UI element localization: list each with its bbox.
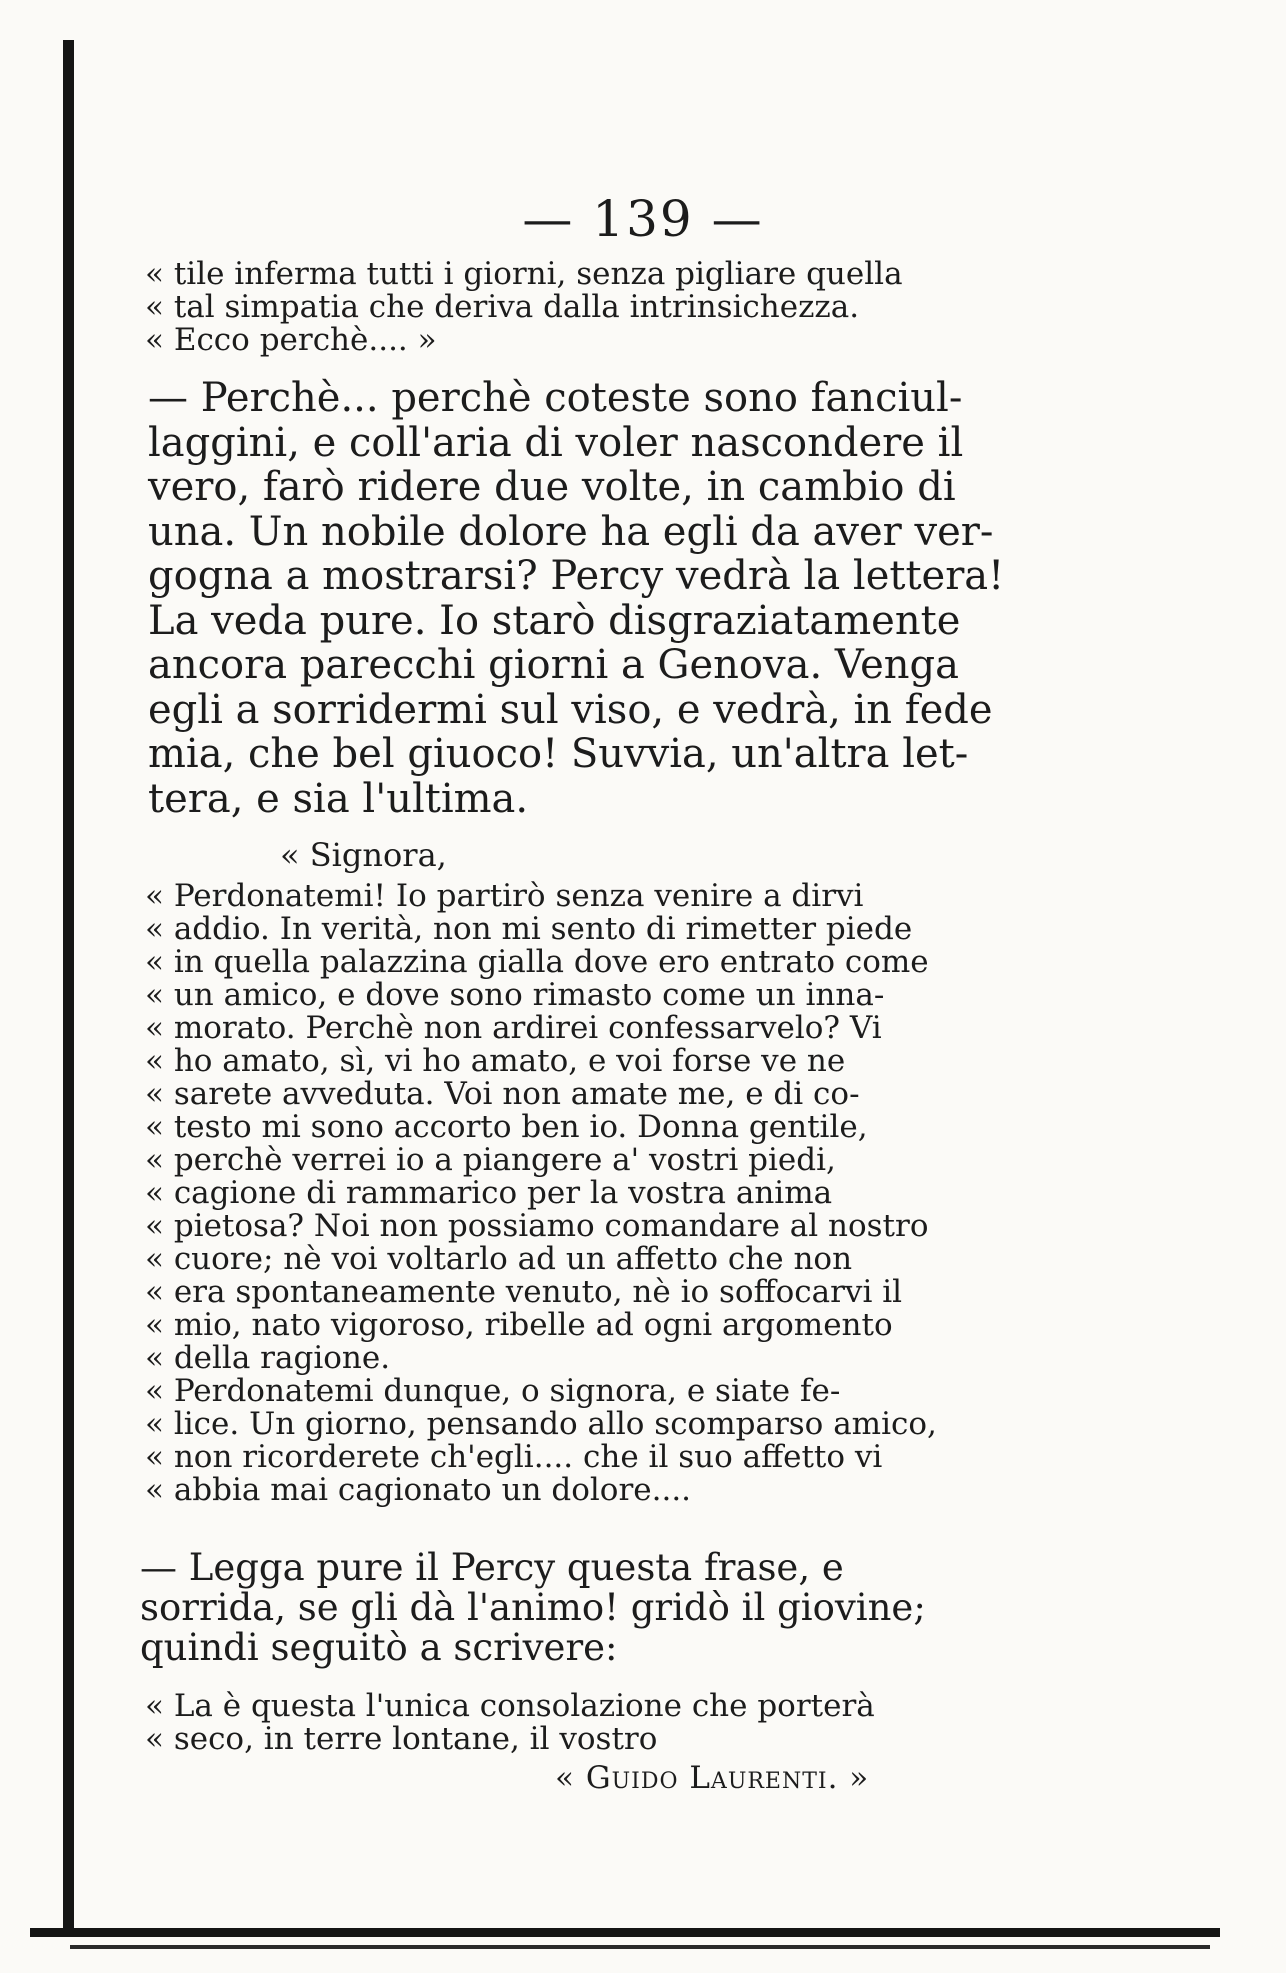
scan-noise: [150, 48, 870, 68]
text-line: « tile inferma tutti i giorni, senza pigliare quella: [145, 256, 903, 292]
text-line: « tal simpatia che deriva dalla intrinsichezza.: [145, 289, 860, 325]
text-line: vero, farò ridere due volte, in cambio di: [148, 464, 956, 510]
letter-signature: « Guido Laurenti. »: [555, 1760, 870, 1796]
quote-intro: [145, 258, 1025, 357]
letter-line: « morato. Perchè non ardirei confessarvelo? Vi: [145, 1010, 882, 1046]
letter-line: « della ragione.: [145, 1340, 391, 1376]
letter-line: « testo mi sono accorto ben io. Donna gentile,: [145, 1109, 868, 1145]
letter-line: « ho amato, sì, vi ho amato, e voi forse ve ne: [145, 1043, 846, 1079]
text-line: egli a sorridermi sul viso, e vedrà, in fede: [148, 686, 993, 733]
letter-line: « Perdonatemi! Io partirò senza venire a dirvi: [145, 878, 864, 914]
text-line: ancora parecchi giorni a Genova. Venga: [148, 642, 959, 688]
text-line: — Perchè... perchè coteste sono fanciul-: [148, 375, 963, 421]
text-line: tera, e sia l'ultima.: [148, 775, 529, 822]
letter-line: « cuore; nè voi voltarlo ad un affetto che non: [145, 1241, 853, 1277]
page-bottom-border: [30, 1928, 1220, 1937]
letter-salutation: « Signora,: [280, 836, 447, 874]
letter-line: « La è questa l'unica consolazione che porterà: [145, 1688, 875, 1724]
text-line: « Ecco perchè.... »: [145, 322, 437, 358]
text-line: La veda pure. Io starò disgraziatamente: [148, 597, 961, 644]
text-line: laggini, e coll'aria di voler nascondere il: [148, 419, 964, 466]
page-left-border: [63, 40, 74, 1930]
letter-line: « era spontaneamente venuto, nè io soffocarvi il: [145, 1274, 903, 1310]
text-line: sorrida, se gli dà l'animo! gridò il giovine;: [140, 1586, 926, 1629]
letter-line: « sarete avveduta. Voi non amate me, e di co-: [145, 1076, 860, 1112]
letter-line: « un amico, e dove sono rimasto come un inna-: [145, 977, 885, 1013]
letter-body: [145, 880, 1025, 1507]
page-bottom-border-thin: [70, 1945, 1210, 1949]
letter-line: « abbia mai cagionato un dolore....: [145, 1472, 692, 1508]
text-line: gogna a mostrarsi? Percy vedrà la lettera!: [148, 553, 1005, 599]
text-line: una. Un nobile dolore ha egli da aver ver-: [148, 508, 994, 555]
page-number: — 139 —: [522, 190, 764, 248]
letter-line: « lice. Un giorno, pensando allo scomparso amico,: [145, 1406, 937, 1442]
letter-line: « cagione di rammarico per la vostra anima: [145, 1175, 833, 1211]
text-line: quindi seguitò a scrivere:: [140, 1626, 618, 1669]
text-line: mia, che bel giuoco! Suvvia, un'altra let-: [148, 731, 969, 777]
letter-line: « seco, in terre lontane, il vostro: [145, 1721, 658, 1757]
letter-line: « perchè verrei io a piangere a' vostri piedi,: [145, 1142, 836, 1178]
dialogue-paragraph: [148, 376, 1028, 821]
letter-line: « pietosa? Noi non possiamo comandare al nostro: [145, 1208, 929, 1244]
letter-line: « in quella palazzina gialla dove ero entrato come: [145, 944, 929, 980]
letter-line: « non ricorderete ch'egli.... che il suo affetto vi: [145, 1439, 883, 1475]
letter-line: « Perdonatemi dunque, o signora, e siate fe-: [145, 1373, 841, 1409]
letter-line: « addio. In verità, non mi sento di rimetter piede: [145, 911, 913, 947]
text-line: — Legga pure il Percy questa frase, e: [140, 1546, 844, 1589]
narration-paragraph: [140, 1548, 1020, 1668]
letter-closing: [145, 1690, 1025, 1756]
letter-line: « mio, nato vigoroso, ribelle ad ogni argomento: [145, 1307, 893, 1343]
